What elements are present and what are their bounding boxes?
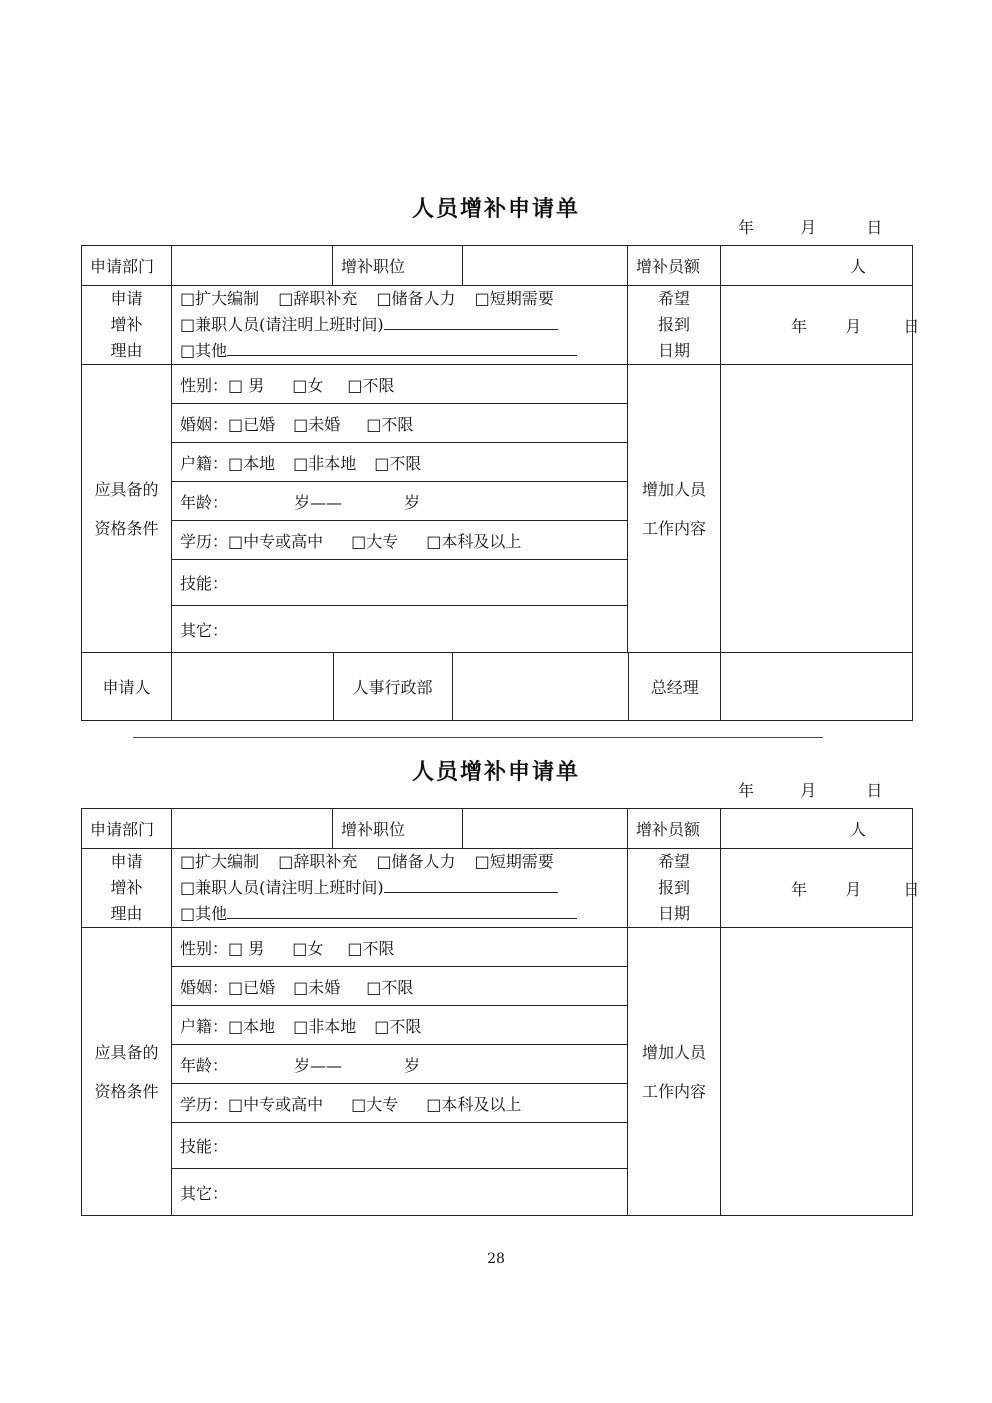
edu-bachelor-checkbox[interactable]: □本科及以上 — [426, 1094, 522, 1114]
hope-date-label — [628, 849, 721, 928]
reason-label-line: 理由 — [110, 341, 143, 360]
gender-any-checkbox[interactable]: □不限 — [347, 938, 395, 958]
hukou-row — [172, 1006, 627, 1045]
marriage-row — [172, 967, 627, 1006]
work-content-label — [628, 928, 721, 1216]
age-from[interactable]: 岁—— — [294, 1055, 343, 1075]
reason-shortterm-checkbox[interactable]: □短期需要 — [474, 852, 554, 871]
page-number: 28 — [487, 1251, 505, 1267]
reason-options — [172, 849, 628, 928]
headcount-label: 增补员额 — [628, 809, 721, 849]
reason-shortterm-checkbox[interactable]: □短期需要 — [474, 289, 554, 308]
edu-highschool-checkbox[interactable]: □中专或高中 — [228, 531, 324, 551]
hope-month: 月 — [845, 316, 862, 336]
headcount-field[interactable] — [721, 809, 913, 849]
marriage-married-checkbox[interactable]: □已婚 — [228, 414, 276, 434]
marriage-any-checkbox[interactable]: □不限 — [366, 977, 414, 997]
hr-label: 人事行政部 — [333, 653, 452, 720]
work-label-line: 工作内容 — [641, 1081, 706, 1101]
gender-label: 性别： — [180, 375, 229, 395]
work-content-field[interactable] — [721, 365, 913, 653]
parttime-underline[interactable] — [384, 314, 558, 330]
headcount-unit: 人 — [849, 820, 866, 839]
hukou-label: 户籍： — [180, 1016, 229, 1036]
dept-field[interactable] — [172, 246, 333, 286]
marriage-any-checkbox[interactable]: □不限 — [366, 414, 414, 434]
form1-title: 人员增补申请单 — [411, 196, 580, 222]
form2-table — [81, 808, 920, 1216]
hope-label-line: 希望 — [657, 289, 690, 308]
hope-date-field[interactable] — [721, 286, 920, 365]
work-label-line: 工作内容 — [641, 518, 706, 538]
signature-inner — [172, 653, 721, 720]
marriage-single-checkbox[interactable]: □未婚 — [293, 414, 341, 434]
hope-date-label — [628, 286, 721, 365]
other-req-row[interactable] — [172, 1169, 627, 1215]
headcount-field[interactable] — [721, 246, 913, 286]
gm-field[interactable] — [721, 653, 913, 721]
work-content-label — [628, 365, 721, 653]
reason-parttime-checkbox[interactable]: □兼职人员(请注明上班时间) — [180, 315, 384, 334]
headcount-unit: 人 — [849, 257, 866, 276]
hukou-any-checkbox[interactable]: □不限 — [374, 453, 422, 473]
marriage-label: 婚姻： — [180, 414, 229, 434]
form2-title: 人员增补申请单 — [411, 759, 580, 785]
reason-label — [82, 286, 172, 365]
hope-year: 年 — [791, 316, 808, 336]
work-content-field[interactable] — [721, 928, 913, 1216]
age-from[interactable]: 岁—— — [294, 492, 343, 512]
hr-field[interactable] — [452, 653, 628, 720]
gender-male-checkbox[interactable]: □ 男 — [228, 375, 265, 395]
qual-label-line: 应具备的 — [94, 479, 159, 499]
position-field[interactable] — [463, 246, 628, 286]
qual-label-line: 应具备的 — [94, 1042, 159, 1062]
edu-college-checkbox[interactable]: □大专 — [351, 531, 399, 551]
work-label-line: 增加人员 — [641, 479, 706, 499]
other-underline[interactable] — [227, 340, 577, 356]
reason-resign-checkbox[interactable]: □辞职补充 — [278, 289, 358, 308]
marriage-row — [172, 404, 627, 443]
date-day: 日 — [866, 218, 883, 237]
gm-label: 总经理 — [650, 678, 699, 697]
position-label: 增补职位 — [333, 246, 463, 286]
work-label-line: 增加人员 — [641, 1042, 706, 1062]
hukou-local-checkbox[interactable]: □本地 — [228, 453, 276, 473]
date-month: 月 — [800, 781, 817, 800]
dept-label: 申请部门 — [82, 809, 172, 849]
hukou-nonlocal-checkbox[interactable]: □非本地 — [293, 453, 357, 473]
form1-table — [81, 245, 920, 721]
gender-any-checkbox[interactable]: □不限 — [347, 375, 395, 395]
dept-field[interactable] — [172, 809, 333, 849]
date-year: 年 — [738, 781, 755, 800]
reason-reserve-checkbox[interactable]: □储备人力 — [376, 852, 456, 871]
skill-label: 技能： — [180, 574, 229, 593]
hope-day: 日 — [903, 316, 920, 336]
other-underline[interactable] — [227, 903, 577, 919]
gender-row — [172, 365, 627, 404]
gender-male-checkbox[interactable]: □ 男 — [228, 938, 265, 958]
skill-label: 技能： — [180, 1137, 229, 1156]
education-row — [172, 521, 627, 560]
qualification-label — [82, 365, 172, 653]
qualification-fields — [172, 365, 628, 653]
reason-expand-checkbox[interactable]: □扩大编制 — [180, 289, 260, 308]
edu-highschool-checkbox[interactable]: □中专或高中 — [228, 1094, 324, 1114]
hukou-row — [172, 443, 627, 482]
date-year: 年 — [738, 218, 755, 237]
signature-row — [172, 653, 721, 721]
edu-college-checkbox[interactable]: □大专 — [351, 1094, 399, 1114]
reason-reserve-checkbox[interactable]: □储备人力 — [376, 289, 456, 308]
hukou-local-checkbox[interactable]: □本地 — [228, 1016, 276, 1036]
hope-label-line: 日期 — [657, 341, 690, 360]
reason-other-checkbox[interactable]: □其他 — [180, 904, 228, 923]
education-label: 学历： — [180, 1094, 229, 1114]
reason-options — [172, 286, 628, 365]
hope-label-line: 报到 — [657, 315, 690, 334]
form2-date — [738, 778, 882, 801]
edu-bachelor-checkbox[interactable]: □本科及以上 — [426, 531, 522, 551]
marriage-single-checkbox[interactable]: □未婚 — [293, 977, 341, 997]
hope-month: 月 — [845, 879, 862, 899]
reason-expand-checkbox[interactable]: □扩大编制 — [180, 852, 260, 871]
qualification-fields — [172, 928, 628, 1216]
reason-label-line: 理由 — [110, 904, 143, 923]
hope-date-field[interactable] — [721, 849, 920, 928]
other-req-row[interactable] — [172, 606, 627, 652]
headcount-label: 增补员额 — [628, 246, 721, 286]
hope-day: 日 — [903, 879, 920, 899]
education-row — [172, 1084, 627, 1123]
other-req-label: 其它： — [180, 1183, 229, 1203]
age-row — [172, 1045, 627, 1084]
skill-row[interactable] — [172, 560, 627, 606]
age-label: 年龄： — [180, 492, 229, 512]
form1-date — [738, 215, 882, 238]
gender-label: 性别： — [180, 938, 229, 958]
age-row — [172, 482, 627, 521]
qual-label-line: 资格条件 — [94, 1081, 159, 1101]
hope-label-line: 希望 — [657, 852, 690, 871]
skill-row[interactable] — [172, 1123, 627, 1169]
date-day: 日 — [866, 781, 883, 800]
gender-female-checkbox[interactable]: □女 — [292, 938, 324, 958]
reason-other-checkbox[interactable]: □其他 — [180, 341, 228, 360]
reason-label-line: 增补 — [110, 315, 143, 334]
cut-line — [133, 737, 823, 738]
reason-label-line: 申请 — [110, 852, 143, 871]
reason-parttime-checkbox[interactable]: □兼职人员(请注明上班时间) — [180, 878, 384, 897]
gender-row — [172, 928, 627, 967]
marriage-label: 婚姻： — [180, 977, 229, 997]
qual-label-line: 资格条件 — [94, 518, 159, 538]
parttime-underline[interactable] — [384, 877, 558, 893]
hukou-any-checkbox[interactable]: □不限 — [374, 1016, 422, 1036]
hukou-nonlocal-checkbox[interactable]: □非本地 — [293, 1016, 357, 1036]
position-label: 增补职位 — [333, 809, 463, 849]
applicant-label: 申请人 — [82, 653, 172, 721]
position-field[interactable] — [463, 809, 628, 849]
hope-label-line: 报到 — [657, 878, 690, 897]
dept-label: 申请部门 — [82, 246, 172, 286]
other-req-label: 其它： — [180, 620, 229, 640]
date-month: 月 — [800, 218, 817, 237]
gender-female-checkbox[interactable]: □女 — [292, 375, 324, 395]
reason-label — [82, 849, 172, 928]
reason-label-line: 增补 — [110, 878, 143, 897]
marriage-married-checkbox[interactable]: □已婚 — [228, 977, 276, 997]
education-label: 学历： — [180, 531, 229, 551]
hope-year: 年 — [791, 879, 808, 899]
hukou-label: 户籍： — [180, 453, 229, 473]
reason-label-line: 申请 — [110, 289, 143, 308]
age-label: 年龄： — [180, 1055, 229, 1075]
reason-resign-checkbox[interactable]: □辞职补充 — [278, 852, 358, 871]
age-to[interactable]: 岁 — [404, 1055, 421, 1075]
applicant-field[interactable] — [172, 653, 333, 720]
qualification-label — [82, 928, 172, 1216]
age-to[interactable]: 岁 — [404, 492, 421, 512]
hope-label-line: 日期 — [657, 904, 690, 923]
